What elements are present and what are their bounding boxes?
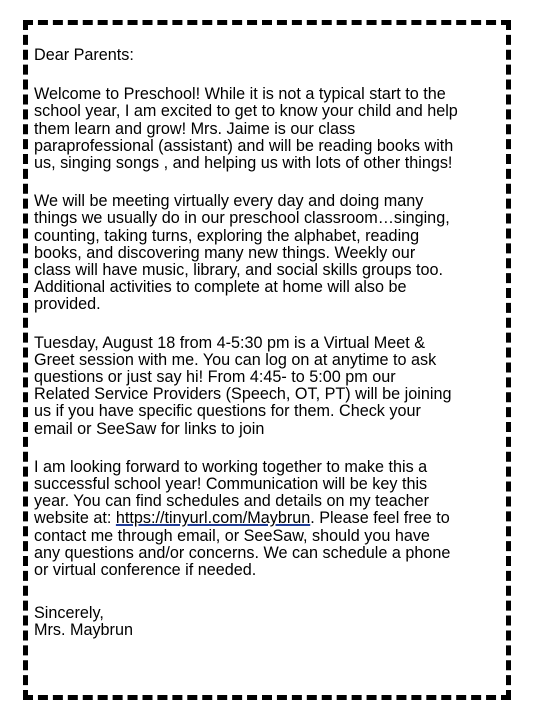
paragraph-meet-and-greet: Tuesday, August 18 from 4-5:30 pm is a Virtual Meet & Greet session with me. You can log on at anytime to ask questions or just say hi! From 4:45- to 5:00 pm our Related Service Providers (Speech, OT, PT) will be joining us if you have specific questions for them. Check your email or SeeSaw for links to join xyxy=(34,333,452,438)
paragraph-communication xyxy=(34,459,508,579)
letter-signature: Mrs. Maybrun xyxy=(34,621,133,640)
paragraph-welcome: Welcome to Preschool! While it is not a typical start to the school year, I am excited to get to know your child and help them learn and grow! Mrs. Jaime is our class paraprofessional (assistant) and will be reading books with us, singing songs , and helping us with lots of other things! xyxy=(34,85,458,173)
paragraph-virtual-meeting: We will be meeting virtually every day and doing many things we usually do in our preschool classroom…singing, counting, taking turns, exploring the alphabet, reading books, and discovering many new things. Weekly our class will have music, library, and social skills groups too. Additional activities to complete at home will also be provided. xyxy=(34,192,450,314)
letter-body xyxy=(34,47,508,640)
teacher-website-link[interactable]: https://tinyurl.com/Maybrun xyxy=(115,509,311,528)
paragraph-communication-text-end: . Please feel free to contact me through email, or SeeSaw, should you have any questions and/or concerns. We can schedule a phone or virtual conference if needed. xyxy=(34,509,451,580)
letter-greeting: Dear Parents: xyxy=(34,46,134,64)
paragraph-communication-text-start: I am looking forward to working together to make this a successful school year! Communication will be key this year. You can find schedules and details on my teacher website at: xyxy=(34,457,430,528)
letter-closing: Sincerely, xyxy=(34,604,104,623)
